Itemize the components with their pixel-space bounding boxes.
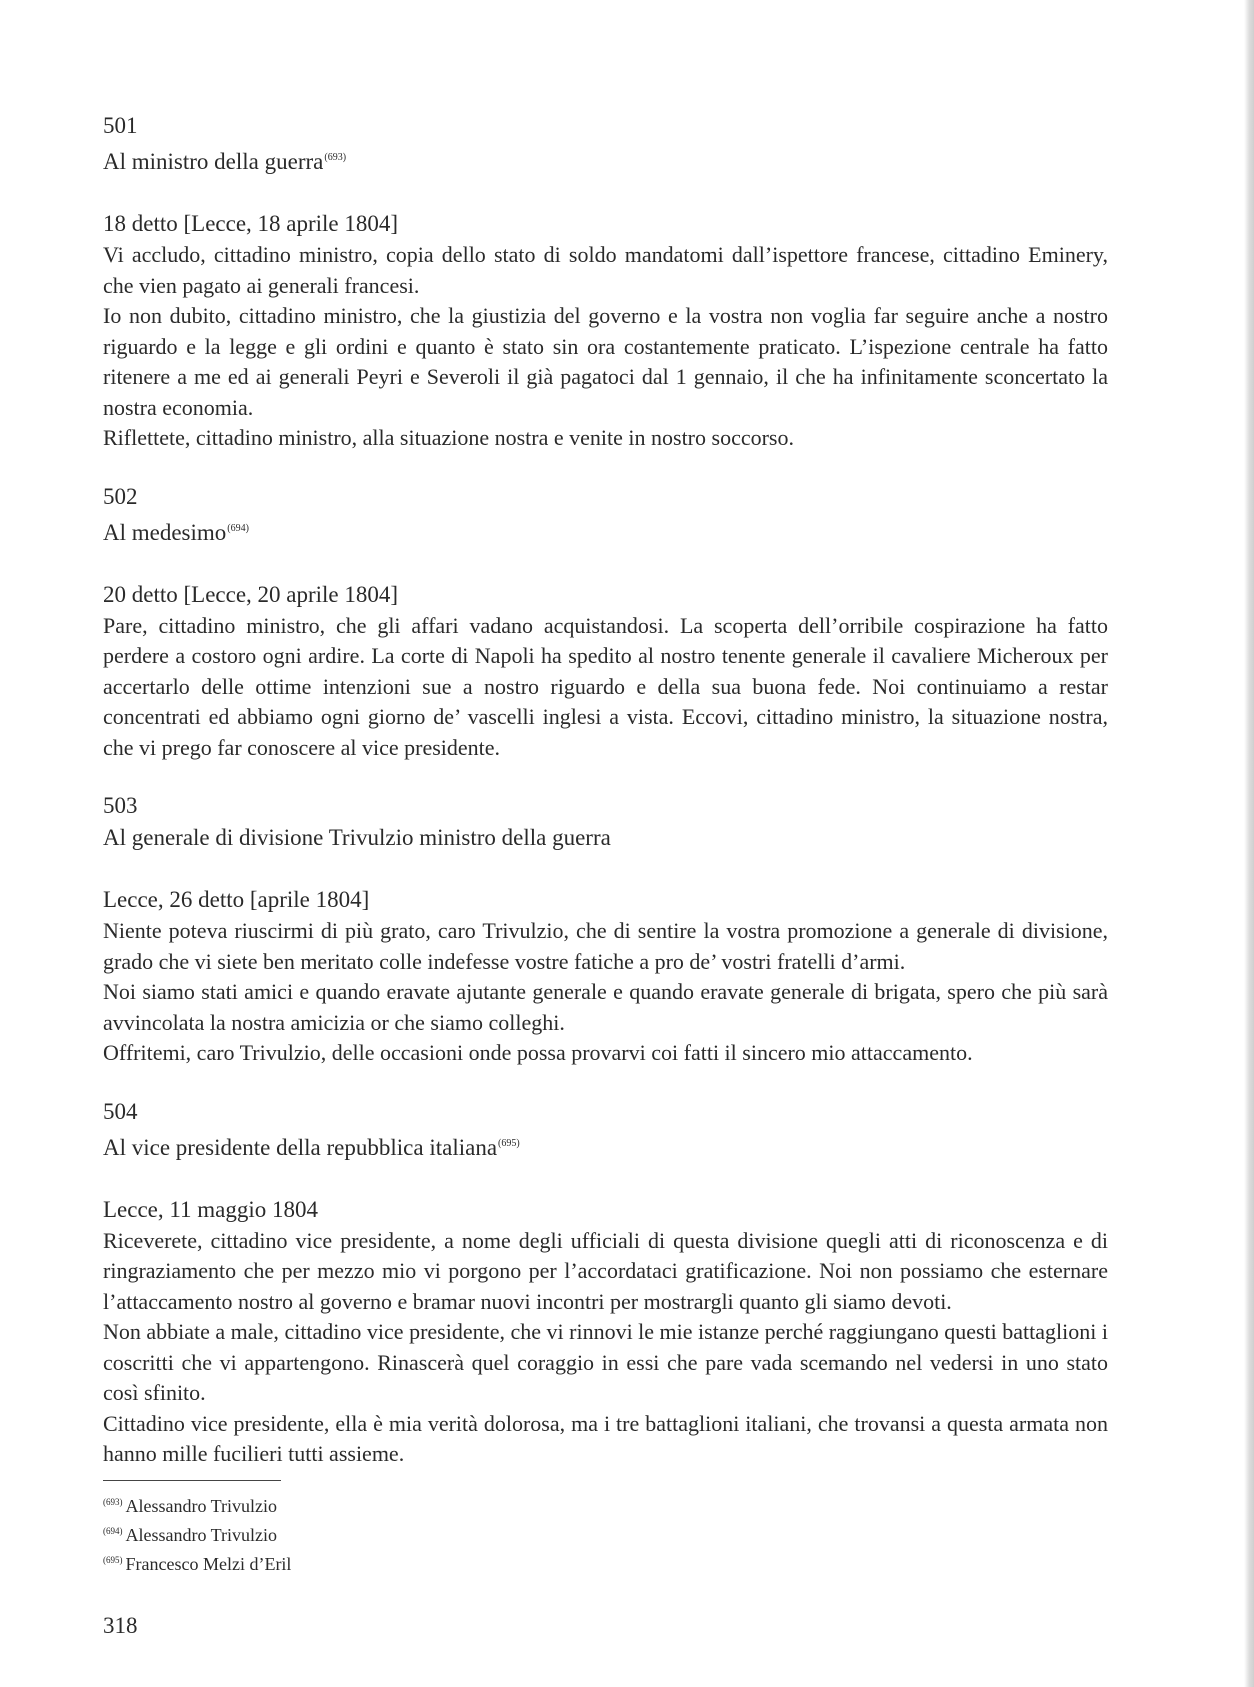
letter-recipient — [103, 1128, 1108, 1164]
letter-503 — [103, 790, 1108, 1069]
letter-paragraph: Riceverete, cittadino vice presidente, a nome degli ufficiali di questa divisione quegli atti di riconoscenza e di ringraziamento che per mezzo mio vi porgono per l’accordataci gratificazione. Noi non possiamo che esternare l’attaccamento nostro al governo e bramar nuovi incontri per mostrargli quanto gli siamo devoti. — [103, 1227, 1108, 1314]
letter-paragraph: Niente poteva riuscirmi di più grato, caro Trivulzio, che di sentire la vostra promozione a generale di divisione, grado che vi siete ben meritato colle indefesse vostre fatiche a pro de’ vostri fratelli d’armi. — [103, 918, 1108, 974]
footnote-mark: (693) — [103, 1497, 123, 1507]
letter-paragraph: Cittadino vice presidente, ella è mia verità dolorosa, ma i tre battaglioni italiani, che trovansi a questa armata non hanno mille fucilieri tutti assieme. — [103, 1410, 1108, 1466]
letter-number: 504 — [103, 1098, 138, 1124]
letter-paragraph: Vi accludo, cittadino ministro, copia dello stato di soldo mandatomi dall’ispettore francese, cittadino Eminery, che vien pagato ai generali francesi. — [103, 242, 1108, 298]
letter-504 — [103, 1096, 1108, 1470]
footnote-ref[interactable]: (695) — [498, 1137, 520, 1149]
page-body — [103, 110, 1108, 1497]
footnote-mark: (695) — [103, 1555, 123, 1565]
letter-recipient — [103, 142, 1108, 178]
letter-recipient — [103, 513, 1108, 549]
letter-paragraph: Io non dubito, cittadino ministro, che la giustizia del governo e la vostra non voglia far seguire anche a nostro riguardo e la legge e gli ordini e quanto è stato sin ora costantemente praticato. L’ispezione centrale ha fatto ritenere a me ed ai generali Peyri e Severoli il già pagatoci dal 1 gennaio, il che ha infinitamente sconcertato la nostra economia. — [103, 303, 1108, 420]
letter-date: 18 detto [Lecce, 18 aprile 1804] — [103, 211, 399, 236]
recipient-text: Al generale di divisione Trivulzio ministro della guerra — [103, 825, 611, 850]
letter-paragraph: Offritemi, caro Trivulzio, delle occasioni onde possa provarvi coi fatti il sincero mio attaccamento. — [103, 1040, 973, 1065]
letter-date: Lecce, 11 maggio 1804 — [103, 1196, 319, 1222]
footnotes — [103, 1490, 291, 1577]
footnote-text: Alessandro Trivulzio — [125, 1525, 278, 1545]
recipient-text: Al vice presidente della repubblica italiana — [103, 1134, 498, 1160]
footnote — [103, 1519, 291, 1548]
footnote-mark: (694) — [103, 1526, 123, 1536]
letter-501 — [103, 110, 1108, 454]
footnote-ref[interactable]: (693) — [324, 152, 347, 163]
letter-date: Lecce, 26 detto [aprile 1804] — [103, 887, 370, 912]
recipient-text: Al medesimo — [103, 519, 227, 545]
page-number: 318 — [103, 1613, 138, 1638]
letter-number: 502 — [103, 483, 138, 509]
letter-paragraph: Non abbiate a male, cittadino vice presidente, che vi rinnovi le mie istanze perché raggiungano questi battaglioni i coscritti che vi appartengono. Rinascerà quel coraggio in essi che pare vada scemando nel vedersi in uno stato così sfinito. — [103, 1319, 1108, 1405]
letter-paragraph: Pare, cittadino ministro, che gli affari vadano acquistandosi. La scoperta dell’orribile cospirazione ha fatto perdere a costoro ogni ardire. La corte di Napoli ha spedito al nostro tenente generale il cavaliere Micheroux per accertarlo delle ottime intenzioni sue a nostro riguardo e della sua buona fede. Noi continuiamo a restar concentrati ed abbiamo ogni giorno de’ vascelli inglesi a vista. Eccovi, cittadino ministro, la situazione nostra, che vi prego far conoscere al vice presidente. — [103, 612, 1108, 760]
footnote-text: Alessandro Trivulzio — [125, 1496, 278, 1516]
footnote-ref[interactable]: (694) — [227, 522, 249, 534]
letter-number: 503 — [103, 793, 138, 818]
letter-502 — [103, 481, 1108, 764]
letter-paragraph: Noi siamo stati amici e quando eravate ajutante generale e quando eravate generale di brigata, spero che più sarà avvincolata la nostra amicizia or che siamo colleghi. — [103, 979, 1108, 1035]
recipient-text: Al ministro della guerra — [103, 149, 324, 174]
letter-date: 20 detto [Lecce, 20 aprile 1804] — [103, 581, 399, 607]
footnote-divider — [103, 1480, 281, 1481]
letter-number: 501 — [103, 113, 138, 138]
footnote — [103, 1490, 291, 1519]
footnote-text: Francesco Melzi d’Eril — [125, 1554, 292, 1574]
footnote — [103, 1548, 291, 1577]
page-edge-shadow — [1244, 0, 1254, 1687]
letter-paragraph: Riflettete, cittadino ministro, alla situazione nostra e venite in nostro soccorso. — [103, 425, 794, 450]
letter-recipient — [103, 822, 1108, 854]
